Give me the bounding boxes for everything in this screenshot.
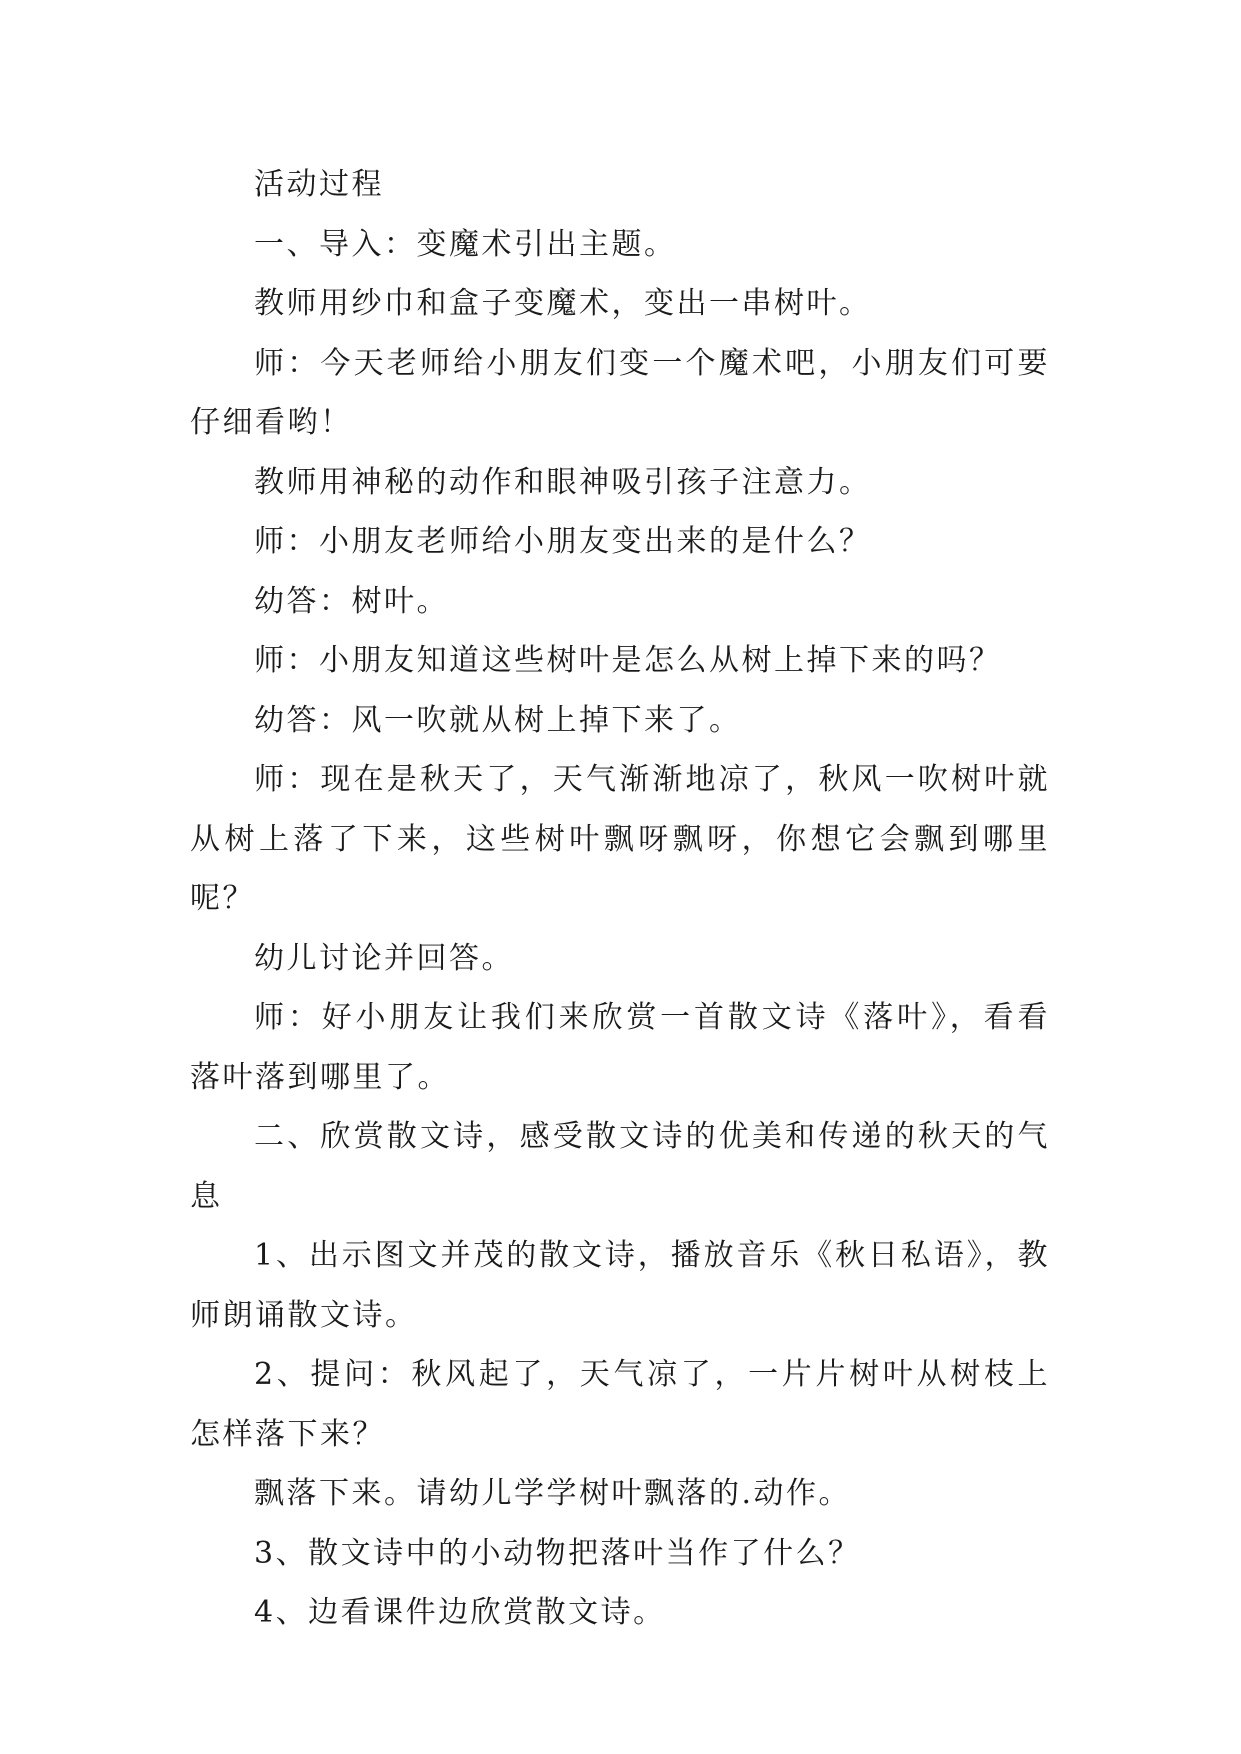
list-item: 2、提问：秋风起了，天气凉了，一片片树叶从树枝上怎样落下来？ — [190, 1357, 1050, 1452]
paragraph: 师：小朋友老师给小朋友变出来的是什么？ — [254, 524, 872, 559]
section-title-appreciation: 二、欣赏散文诗，感受散文诗的优美和传递的秋天的气息 — [190, 1119, 1050, 1214]
document-body — [190, 155, 1050, 1643]
paragraph: 师：今天老师给小朋友们变一个魔术吧，小朋友们可要仔细看哟！ — [190, 345, 1050, 440]
paragraph: 教师用神秘的动作和眼神吸引孩子注意力。 — [254, 464, 872, 500]
section-heading: 活动过程 — [254, 167, 384, 202]
paragraph: 教师用纱巾和盒子变魔术，变出一串树叶。 — [254, 286, 872, 321]
paragraph: 飘落下来。请幼儿学学树叶飘落的.动作。 — [254, 1476, 852, 1511]
list-item: 1、出示图文并茂的散文诗，播放音乐《秋日私语》，教师朗诵散文诗。 — [190, 1238, 1050, 1333]
paragraph: 师：现在是秋天了，天气渐渐地凉了，秋风一吹树叶就从树上落了下来，这些树叶飘呀飘呀，你想它会飘到哪里呢？ — [190, 762, 1050, 916]
paragraph: 师：小朋友知道这些树叶是怎么从树上掉下来的吗？ — [254, 643, 1002, 678]
list-item: 4、边看课件边欣赏散文诗。 — [254, 1595, 666, 1630]
list-item: 3、散文诗中的小动物把落叶当作了什么？ — [254, 1535, 861, 1571]
paragraph: 师：好小朋友让我们来欣赏一首散文诗《落叶》，看看落叶落到哪里了。 — [190, 1000, 1050, 1095]
paragraph: 幼答：风一吹就从树上掉下来了。 — [254, 702, 742, 738]
paragraph: 幼儿讨论并回答。 — [254, 940, 514, 976]
section-title-intro: 一、导入：变魔术引出主题。 — [254, 226, 677, 262]
paragraph: 幼答：树叶。 — [254, 583, 449, 619]
